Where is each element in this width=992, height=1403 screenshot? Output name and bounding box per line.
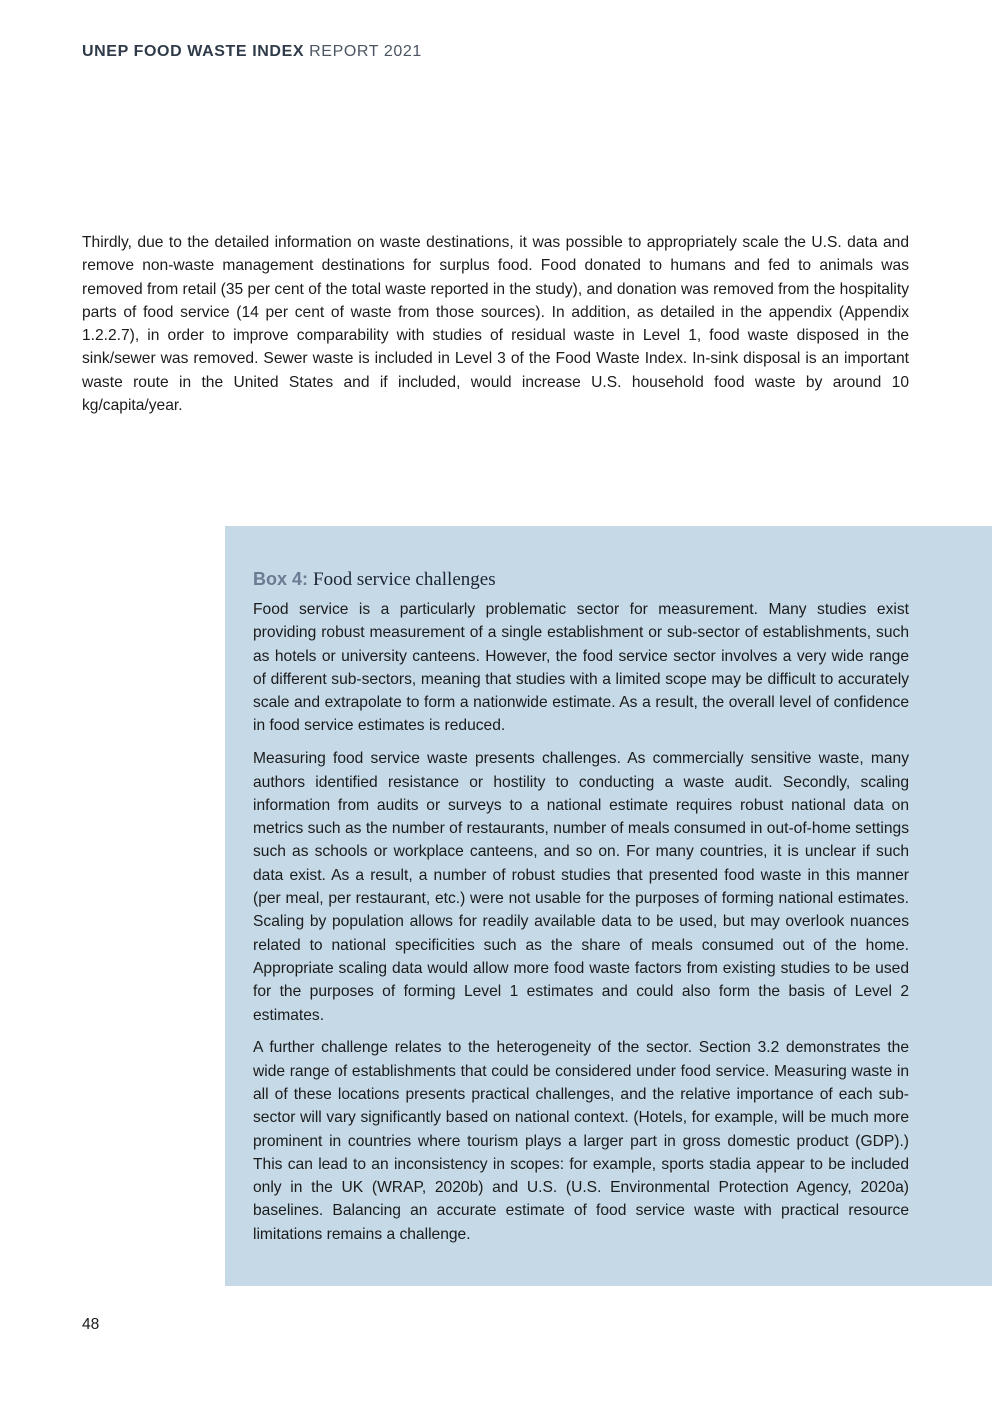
- intro-paragraph: Thirdly, due to the detailed information on waste destinations, it was possible to appropriately scale the U.S. data and remove non-waste management destinations for surplus food. Food donated to humans and fed to animals was removed from retail (35 per cent of the total waste reported in the study), and donation was removed from the hospitality parts of food service (14 per cent of waste from those sources). In addition, as detailed in the appendix (Appendix 1.2.2.7), in order to improve comparability with studies of residual waste in Level 1, food waste disposed in the sink/sewer was removed. Sewer waste is included in Level 3 of the Food Waste Index. In-sink disposal is an important waste route in the United States and if included, would increase U.S. household food waste by around 10 kg/capita/year.: [82, 234, 909, 415]
- box-paragraph-3: A further challenge relates to the heterogeneity of the sector. Section 3.2 demonstrates the wide range of establishments that could be considered under food service. Measuring waste in all of these locations presents practical challenges, and the relative importance of each sub-sector will vary significantly based on national context. (Hotels, for example, will be much more prominent in countries where tourism plays a larger part in gross domestic product (GDP).) This can lead to an inconsistency in scopes: for example, sports stadia appear to be included only in the UK (WRAP, 2020b) and U.S. (U.S. Environmental Protection Agency, 2020a) baselines. Balancing an accurate estimate of food service waste with practical resource limitations remains a challenge.: [253, 1039, 909, 1243]
- box-paragraph-1: Food service is a particularly problematic sector for measurement. Many studies exist providing robust measurement of a single establishment or sub-sector of establishments, such as hotels or university canteens. However, the food service sector involves a very wide range of different sub-sectors, meaning that studies with a limited scope may be difficult to accurately scale and extrapolate to form a nationwide estimate. As a result, the overall level of confidence in food service estimates is reduced.: [253, 601, 909, 735]
- box-label: Box 4:: [253, 569, 309, 589]
- box-title: [253, 566, 496, 593]
- report-title: UNEP FOOD WASTE INDEX: [82, 43, 305, 60]
- running-header: [82, 43, 422, 61]
- report-subtitle: REPORT 2021: [309, 43, 422, 60]
- box-food-service-challenges: [225, 526, 992, 1286]
- box-paragraph-2: Measuring food service waste presents challenges. As commercially sensitive waste, many authors identified resistance or hostility to conducting a waste audit. Secondly, scaling information from audits or surveys to a national estimate requires robust national data on metrics such as the number of restaurants, number of meals consumed in out-of-home settings such as schools or workplace canteens, and so on. For many countries, it is unclear if such data exist. As a result, a number of robust studies that presented food waste in this manner (per meal, per restaurant, etc.) were not usable for the purposes of forming national estimates. Scaling by population allows for readily available data to be used, but may overlook nuances related to national specificities such as the share of meals consumed out of the home. Appropriate scaling data would allow more food waste factors from existing studies to be used for the purposes of forming Level 1 estimates and could also form the basis of Level 2 estimates.: [253, 750, 909, 1024]
- page-number: 48: [82, 1316, 100, 1333]
- box-body: [253, 598, 909, 1256]
- box-heading: Food service challenges: [313, 569, 496, 590]
